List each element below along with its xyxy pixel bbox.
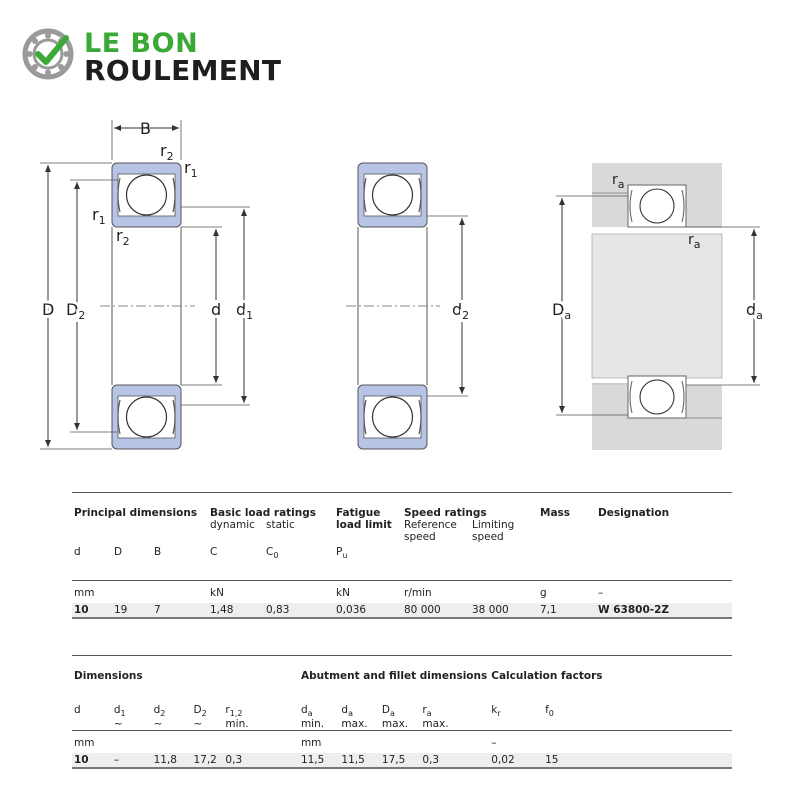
value-D2: 17,2 [191,753,223,768]
label-d1: d [236,300,247,319]
svg-text:da [746,300,763,322]
symbol-d2: d [153,704,161,716]
label-d2: d [452,300,463,319]
label-d: d [211,300,222,319]
svg-text:d1 [236,300,253,322]
value-Da-max: 17,5 [380,753,420,768]
label-r1-top: r [184,158,191,177]
label-r1-bottom: r [92,205,99,224]
tilde-d2: ~ [153,718,163,731]
symbol-D2: D [193,704,202,716]
label-r2-top-sub: 2 [166,150,174,163]
header-speed-limiting: speed [472,531,504,543]
svg-text:r1 [184,158,198,180]
unit-dash-calc: – [491,737,497,750]
unit-dash: – [598,587,604,599]
qualifier-max-ra: max. [422,718,449,731]
symbol-D: D [114,546,123,558]
label-r2-top: r [160,141,167,160]
dimensions-table [72,655,732,769]
label-r2-bottom: r [116,226,123,245]
header-static: static [266,519,295,531]
symbol-Da: D [381,704,390,716]
label-d2-sub: 2 [462,309,470,322]
value-ra-max: 0,3 [420,753,489,768]
value-C0: 0,83 [264,603,334,618]
svg-text:r2 [160,141,174,163]
value-Pu: 0,036 [334,603,402,618]
header-calculation-factors: Calculation factors [491,670,603,682]
table-row [72,603,732,618]
symbol-d: d [74,546,81,558]
label-D: D [42,300,55,319]
unit-g: g [540,587,547,599]
bearing-section-view [40,119,253,449]
symbol-r12: r [225,704,230,716]
value-limiting-speed: 38 000 [470,603,538,618]
qualifier-max-Da: max. [381,718,409,731]
tilde-D2: ~ [193,718,203,731]
logo-line-1: LE BON [84,28,199,59]
symbol-r12-sub: 1,2 [229,709,243,719]
svg-text:D2 [66,300,85,322]
symbol-D2-sub: 2 [201,709,207,719]
value-d: 10 [72,603,112,618]
header-limiting: Limiting [472,519,515,531]
product-data-table [72,492,732,619]
value-B: 7 [152,603,208,618]
symbol-Da-sub: a [390,709,395,719]
label-d1-sub: 1 [246,309,254,322]
label-da-sub: a [756,309,763,322]
header-load-limit: load limit [336,519,392,531]
label-Da: D [552,300,565,319]
header-abutment: Abutment and fillet dimensions [300,670,488,682]
unit-mm-abutment: mm [300,737,322,750]
header-dimensions: Dimensions [74,670,143,682]
value-mass: 7,1 [538,603,596,618]
symbol-da-max: d [341,704,349,716]
symbol-d1: d [113,704,121,716]
label-B: B [140,119,151,138]
symbol-d2-sub: 2 [160,709,166,719]
header-fatigue: Fatigue [336,507,381,519]
label-r1-top-sub: 1 [190,167,198,180]
unit-kN-fatigue: kN [336,587,350,599]
header-principal-dimensions: Principal dimensions [74,507,198,519]
value-d2: 11,8 [152,753,192,768]
value-da-max: 11,5 [339,753,379,768]
symbol-ra-sub: a [426,709,432,719]
header-speed-reference: speed [404,531,436,543]
label-ra-bottom-sub: a [693,238,701,251]
svg-text:r2 [116,226,130,248]
symbol-ra: r [422,704,427,716]
symbol-da-sub: a [307,709,313,719]
bearing-check-icon [22,26,78,82]
header-basic-load-ratings: Basic load ratings [210,507,317,519]
symbol-C0: C [266,546,274,558]
qualifier-min-r12: min. [225,718,249,731]
value-d: 10 [72,753,112,768]
unit-mm-dimensions: mm [74,737,95,750]
svg-text:r1 [92,205,106,227]
value-f0: 15 [543,753,732,768]
unit-mm: mm [74,587,95,599]
value-reference-speed: 80 000 [402,603,470,618]
header-designation: Designation [598,507,670,519]
logo-line-2: ROULEMENT [84,54,282,87]
value-r12: 0,3 [223,753,299,768]
symbol-Pu: P [336,546,343,558]
symbol-d1-sub: 1 [120,709,126,719]
value-d1: – [112,753,152,768]
label-D2-sub: 2 [78,309,86,322]
label-da: d [746,300,757,319]
symbol-f0-sub: 0 [548,709,554,719]
value-C: 1,48 [208,603,264,618]
header-dynamic: dynamic [210,519,255,531]
tilde-d1: ~ [113,718,123,731]
svg-text:d2 [452,300,469,322]
symbol-f0: f [545,704,549,716]
symbol-da-max-sub: a [348,709,353,719]
bearing-technical-drawing [0,110,800,460]
value-kr: 0,02 [489,753,543,768]
value-D: 19 [112,603,152,618]
label-ra-bottom: r [688,232,694,248]
symbol-d: d [74,704,81,716]
header-speed-ratings: Speed ratings [404,507,487,519]
qualifier-min-da: min. [300,718,325,731]
bearing-shield-view [346,163,469,449]
label-r2-bottom-sub: 2 [122,235,130,248]
symbol-da: d [300,704,308,716]
table-row [72,753,732,768]
label-ra-top-sub: a [617,178,625,191]
label-ra-top: r [612,172,618,188]
label-D2: D [66,300,79,319]
symbol-B: B [154,546,162,558]
header-reference: Reference [404,519,457,531]
value-designation: W 63800-2Z [596,603,732,618]
bearing-mounting-view [552,163,763,450]
symbol-C: C [210,546,218,558]
qualifier-max-da: max. [341,718,368,731]
symbol-kr: k [491,704,498,716]
unit-rmin: r/min [404,587,432,599]
symbol-C0-sub: 0 [273,551,279,561]
label-r1-bottom-sub: 1 [98,214,106,227]
brand-logo [22,26,302,86]
symbol-Pu-sub: u [342,551,348,561]
svg-text:Da [552,300,571,322]
header-mass: Mass [540,507,571,519]
value-da-min: 11,5 [299,753,339,768]
label-Da-sub: a [564,309,572,322]
symbol-kr-sub: r [497,709,501,719]
unit-kN-load: kN [210,587,224,599]
